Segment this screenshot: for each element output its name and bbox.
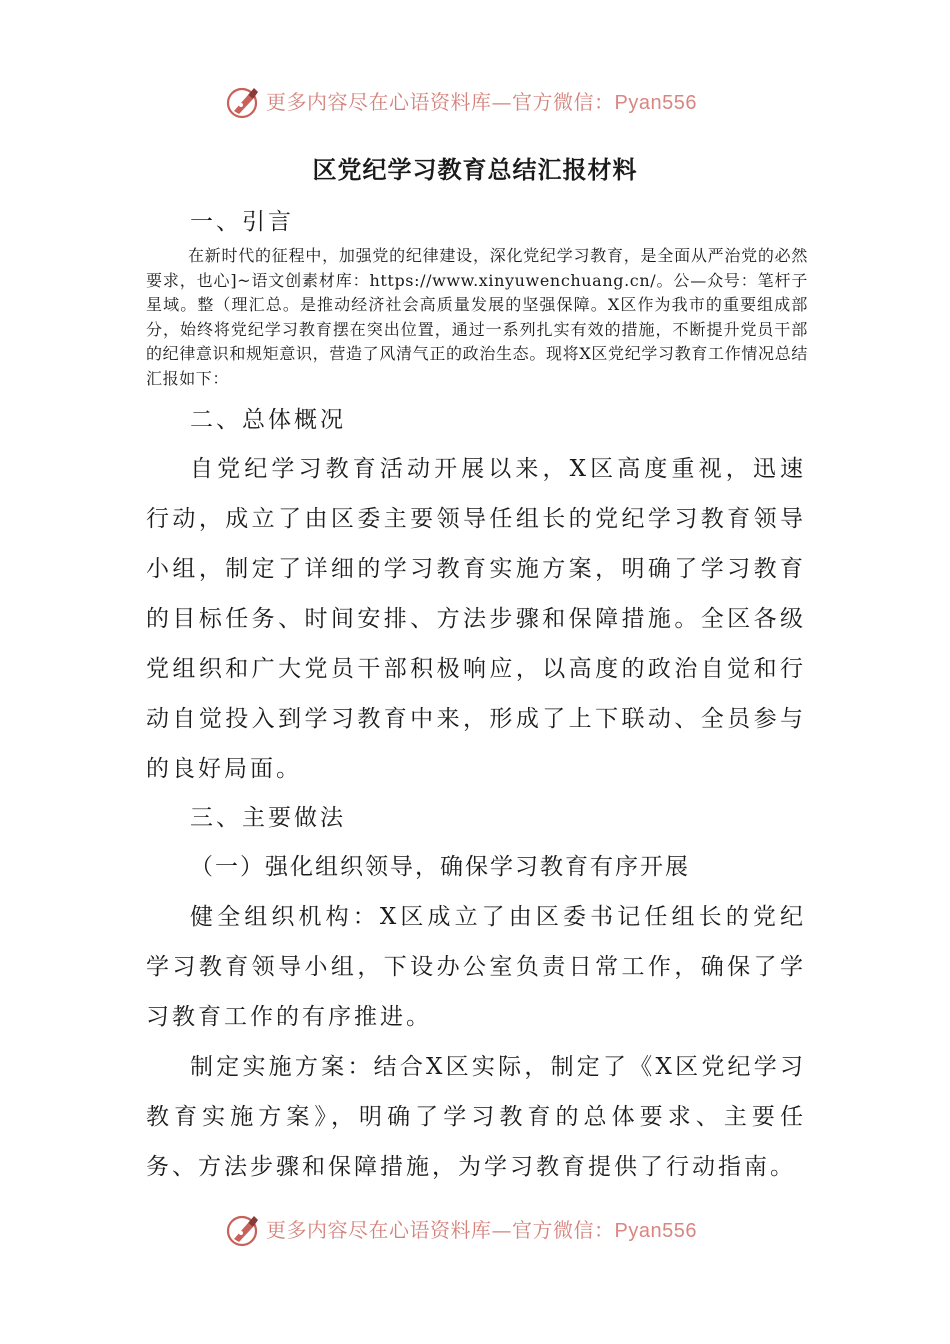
brand-text: 更多内容尽在心语资料库 <box>266 90 492 114</box>
footer-watermark-banner <box>0 1206 950 1254</box>
document-title: 区党纪学习教育总结汇报材料 <box>312 155 638 184</box>
section-heading-intro: 一、引言 <box>190 209 294 235</box>
section-heading-overview: 二、总体概况 <box>190 407 346 433</box>
overview-paragraph: 自党纪学习教育活动开展以来，X区高度重视，迅速行动，成立了由区委主要领导任组长的党纪学习教育领导小组，制定了详细的学习教育实施方案，明确了学习教育的目标任务、时间安排、方法步骤和保障措施。全区各级党组织和广大党员干部积极响应，以高度的政治自觉和行动自觉投入到学习教育中来，形成了上下联动、全员参与的良好局面。 <box>146 456 806 782</box>
brand-text: 更多内容尽在心语资料库 <box>266 1218 492 1242</box>
implementation-plan-paragraph: 制定实施方案：结合X区实际，制定了《X区党纪学习教育实施方案》，明确了学习教育的总体要求、主要任务、方法步骤和保障措施，为学习教育提供了行动指南。 <box>146 1054 806 1180</box>
watermark-text <box>266 1216 697 1245</box>
official-label: 官方微信： <box>512 90 615 114</box>
official-label: 官方微信： <box>512 1218 615 1242</box>
separator: — <box>491 1218 512 1242</box>
subsection-heading-leadership: （一）强化组织领导，确保学习教育有序开展 <box>190 854 690 880</box>
pen-nib-circle-icon <box>224 82 264 122</box>
org-structure-paragraph: 健全组织机构：X区成立了由区委书记任组长的党纪学习教育领导小组，下设办公室负责日常工作，确保了学习教育工作的有序推进。 <box>146 904 806 1030</box>
wechat-code: Pyan556 <box>614 1220 697 1242</box>
section-heading-practices: 三、主要做法 <box>190 805 346 831</box>
separator: — <box>491 90 512 114</box>
wechat-code: Pyan556 <box>614 92 697 114</box>
intro-paragraph: 在新时代的征程中，加强党的纪律建设，深化党纪学习教育，是全面从严治党的必然要求，也心]~语文创素材库：https://www.xinyuwenchuang.cn/。公—众号：笔杆子星域。整（理汇总。是推动经济社会高质量发展的坚强保障。X区作为我市的重要组成部分，始终将党纪学习教育摆在突出位置，通过一系列扎实有效的措施，不断提升党员干部的纪律意识和规矩意识，营造了风清气正的政治生态。现将X区党纪学习教育工作情况总结汇报如下： <box>146 246 808 388</box>
pen-nib-circle-icon <box>224 1210 264 1250</box>
watermark-text <box>266 88 697 117</box>
header-watermark-banner <box>0 78 950 126</box>
